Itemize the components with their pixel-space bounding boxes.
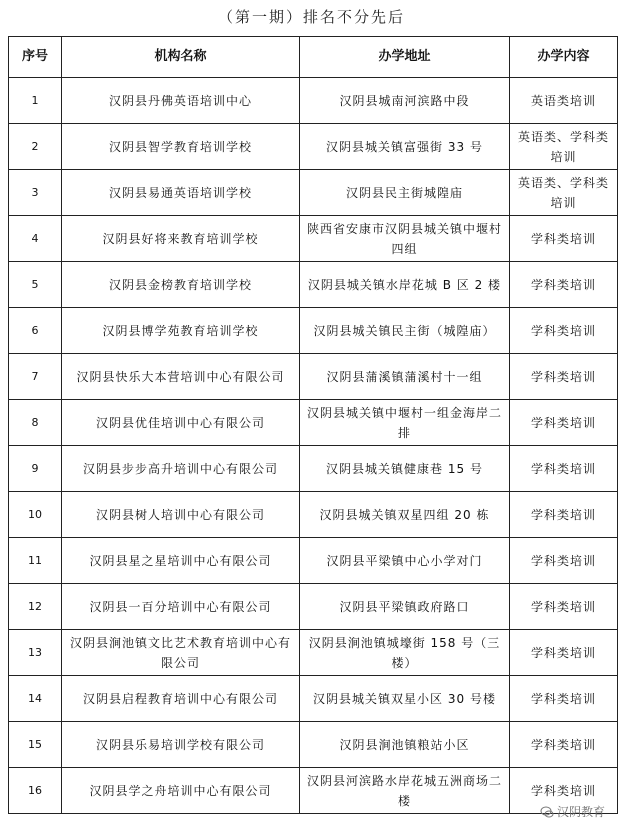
header-name: 机构名称 [62, 37, 300, 78]
row-index: 6 [9, 308, 62, 354]
row-address: 汉阴县城关镇健康巷 15 号 [300, 446, 510, 492]
row-address: 汉阴县河滨路水岸花城五洲商场二楼 [300, 768, 510, 814]
wechat-icon [540, 805, 554, 819]
institution-table [8, 36, 618, 814]
row-address: 汉阴县城关镇双星小区 30 号楼 [300, 676, 510, 722]
row-address: 汉阴县平梁镇政府路口 [300, 584, 510, 630]
header-index: 序号 [9, 37, 62, 78]
header-content: 办学内容 [510, 37, 618, 78]
row-content: 学科类培训 [510, 630, 618, 676]
row-content: 英语类、学科类培训 [510, 124, 618, 170]
row-name: 汉阴县步步高升培训中心有限公司 [62, 446, 300, 492]
row-content: 学科类培训 [510, 492, 618, 538]
table-row [9, 446, 618, 492]
row-name: 汉阴县快乐大本营培训中心有限公司 [62, 354, 300, 400]
table-row [9, 538, 618, 584]
table-row [9, 354, 618, 400]
row-content: 学科类培训 [510, 538, 618, 584]
row-address: 汉阴县涧池镇粮站小区 [300, 722, 510, 768]
row-index: 1 [9, 78, 62, 124]
table-row [9, 630, 618, 676]
row-content: 英语类培训 [510, 78, 618, 124]
table-row [9, 262, 618, 308]
row-index: 4 [9, 216, 62, 262]
row-index: 10 [9, 492, 62, 538]
row-name: 汉阴县优佳培训中心有限公司 [62, 400, 300, 446]
row-index: 5 [9, 262, 62, 308]
row-content: 学科类培训 [510, 400, 618, 446]
row-index: 9 [9, 446, 62, 492]
row-index: 12 [9, 584, 62, 630]
row-name: 汉阴县易通英语培训学校 [62, 170, 300, 216]
row-content: 学科类培训 [510, 216, 618, 262]
table-row [9, 768, 618, 814]
row-content: 学科类培训 [510, 584, 618, 630]
table-row [9, 78, 618, 124]
row-content: 学科类培训 [510, 262, 618, 308]
row-index: 15 [9, 722, 62, 768]
row-name: 汉阴县启程教育培训中心有限公司 [62, 676, 300, 722]
row-name: 汉阴县一百分培训中心有限公司 [62, 584, 300, 630]
table-row [9, 170, 618, 216]
row-name: 汉阴县学之舟培训中心有限公司 [62, 768, 300, 814]
table-row [9, 676, 618, 722]
table-row [9, 216, 618, 262]
row-index: 8 [9, 400, 62, 446]
row-index: 13 [9, 630, 62, 676]
row-content: 学科类培训 [510, 676, 618, 722]
row-content: 学科类培训 [510, 768, 618, 814]
row-index: 7 [9, 354, 62, 400]
row-address: 汉阴县城关镇中堰村一组金海岸二排 [300, 400, 510, 446]
page-title: （第一期）排名不分先后 [217, 8, 405, 26]
row-index: 16 [9, 768, 62, 814]
watermark [540, 803, 605, 820]
header-address: 办学地址 [300, 37, 510, 78]
row-name: 汉阴县智学教育培训学校 [62, 124, 300, 170]
row-address: 汉阴县城关镇双星四组 20 栋 [300, 492, 510, 538]
row-name: 汉阴县金榜教育培训学校 [62, 262, 300, 308]
row-address: 汉阴县城关镇富强街 33 号 [300, 124, 510, 170]
row-address: 汉阴县平梁镇中心小学对门 [300, 538, 510, 584]
row-content: 学科类培训 [510, 354, 618, 400]
watermark-text: 汉阴教育 [556, 805, 605, 819]
row-content: 学科类培训 [510, 722, 618, 768]
row-index: 3 [9, 170, 62, 216]
row-address: 汉阴县民主街城隍庙 [300, 170, 510, 216]
row-address: 汉阴县城南河滨路中段 [300, 78, 510, 124]
table-row [9, 492, 618, 538]
table-row [9, 584, 618, 630]
row-content: 学科类培训 [510, 446, 618, 492]
row-name: 汉阴县好将来教育培训学校 [62, 216, 300, 262]
table-row [9, 124, 618, 170]
row-index: 14 [9, 676, 62, 722]
table-row [9, 308, 618, 354]
row-address: 汉阴县涧池镇城壕街 158 号（三楼） [300, 630, 510, 676]
row-name: 汉阴县博学苑教育培训学校 [62, 308, 300, 354]
row-address: 汉阴县城关镇水岸花城 B 区 2 楼 [300, 262, 510, 308]
row-index: 11 [9, 538, 62, 584]
row-address: 汉阴县城关镇民主街（城隍庙） [300, 308, 510, 354]
row-name: 汉阴县星之星培训中心有限公司 [62, 538, 300, 584]
row-name: 汉阴县丹佛英语培训中心 [62, 78, 300, 124]
table-header-row [9, 37, 618, 78]
table-row [9, 400, 618, 446]
table-body [9, 78, 618, 814]
row-name: 汉阴县树人培训中心有限公司 [62, 492, 300, 538]
row-index: 2 [9, 124, 62, 170]
table-row [9, 722, 618, 768]
row-content: 英语类、学科类培训 [510, 170, 618, 216]
row-name: 汉阴县涧池镇文比艺术教育培训中心有限公司 [62, 630, 300, 676]
row-address: 汉阴县蒲溪镇蒲溪村十一组 [300, 354, 510, 400]
row-address: 陕西省安康市汉阴县城关镇中堰村四组 [300, 216, 510, 262]
row-name: 汉阴县乐易培训学校有限公司 [62, 722, 300, 768]
row-content: 学科类培训 [510, 308, 618, 354]
